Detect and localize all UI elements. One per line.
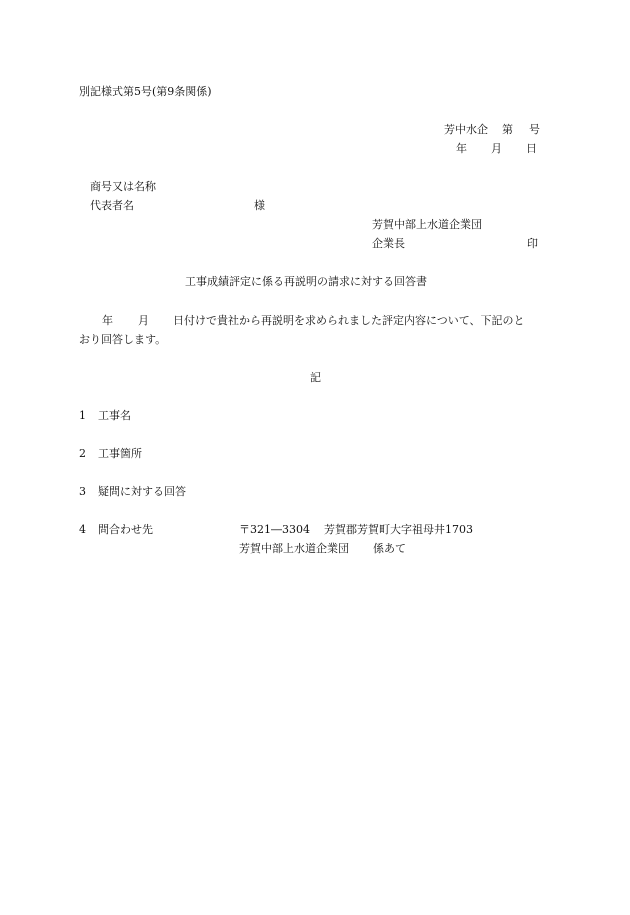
contact-org: 芳賀中部上水道企業団	[239, 542, 349, 555]
doc-no-suffix: 号	[529, 123, 540, 136]
document-title: 工事成績評定に係る再説明の請求に対する回答書	[185, 275, 427, 288]
contact-address: 芳賀郡芳賀町大字祖母井1703	[324, 523, 473, 536]
contact-address-line	[239, 524, 473, 535]
addressee-trade-name: 商号又は名称	[90, 180, 156, 193]
item-label: 問合わせ先	[98, 523, 153, 536]
contact-postal: 〒321―3304	[239, 523, 310, 536]
date-day: 日	[526, 142, 537, 155]
contact-org-line	[239, 543, 406, 554]
doc-no-prefix: 芳中水企	[444, 123, 488, 136]
ki-heading: 記	[310, 371, 321, 384]
item-label: 工事箇所	[98, 447, 142, 460]
item-number: 1	[79, 409, 86, 422]
date-year: 年	[456, 142, 467, 155]
sender-seal: 印	[527, 237, 538, 250]
doc-no-mid: 第	[502, 123, 513, 136]
body-line-1	[102, 315, 525, 326]
document-date	[456, 143, 537, 154]
item-number: 3	[79, 485, 86, 498]
item-2	[79, 448, 142, 459]
item-4	[79, 524, 153, 535]
item-3	[79, 486, 186, 497]
addressee-representative: 代表者名	[90, 199, 134, 212]
sender-title: 企業長	[372, 237, 405, 250]
sender-org: 芳賀中部上水道企業団	[372, 218, 482, 231]
document-number	[444, 124, 540, 135]
body-line-2: おり回答します。	[79, 333, 167, 346]
item-label: 工事名	[98, 409, 131, 422]
addressee-honorific: 様	[254, 199, 265, 212]
item-1	[79, 410, 131, 421]
form-label: 別記様式第5号(第9条関係)	[79, 85, 212, 98]
item-number: 4	[79, 523, 86, 536]
date-month: 月	[491, 142, 502, 155]
contact-attention: 係あて	[373, 542, 406, 555]
item-number: 2	[79, 447, 86, 460]
body-year: 年	[102, 314, 113, 327]
body-month: 月	[138, 314, 149, 327]
item-label: 疑問に対する回答	[98, 485, 186, 498]
body-text: 日付けで貴社から再説明を求められました評定内容について、下記のと	[173, 314, 525, 327]
